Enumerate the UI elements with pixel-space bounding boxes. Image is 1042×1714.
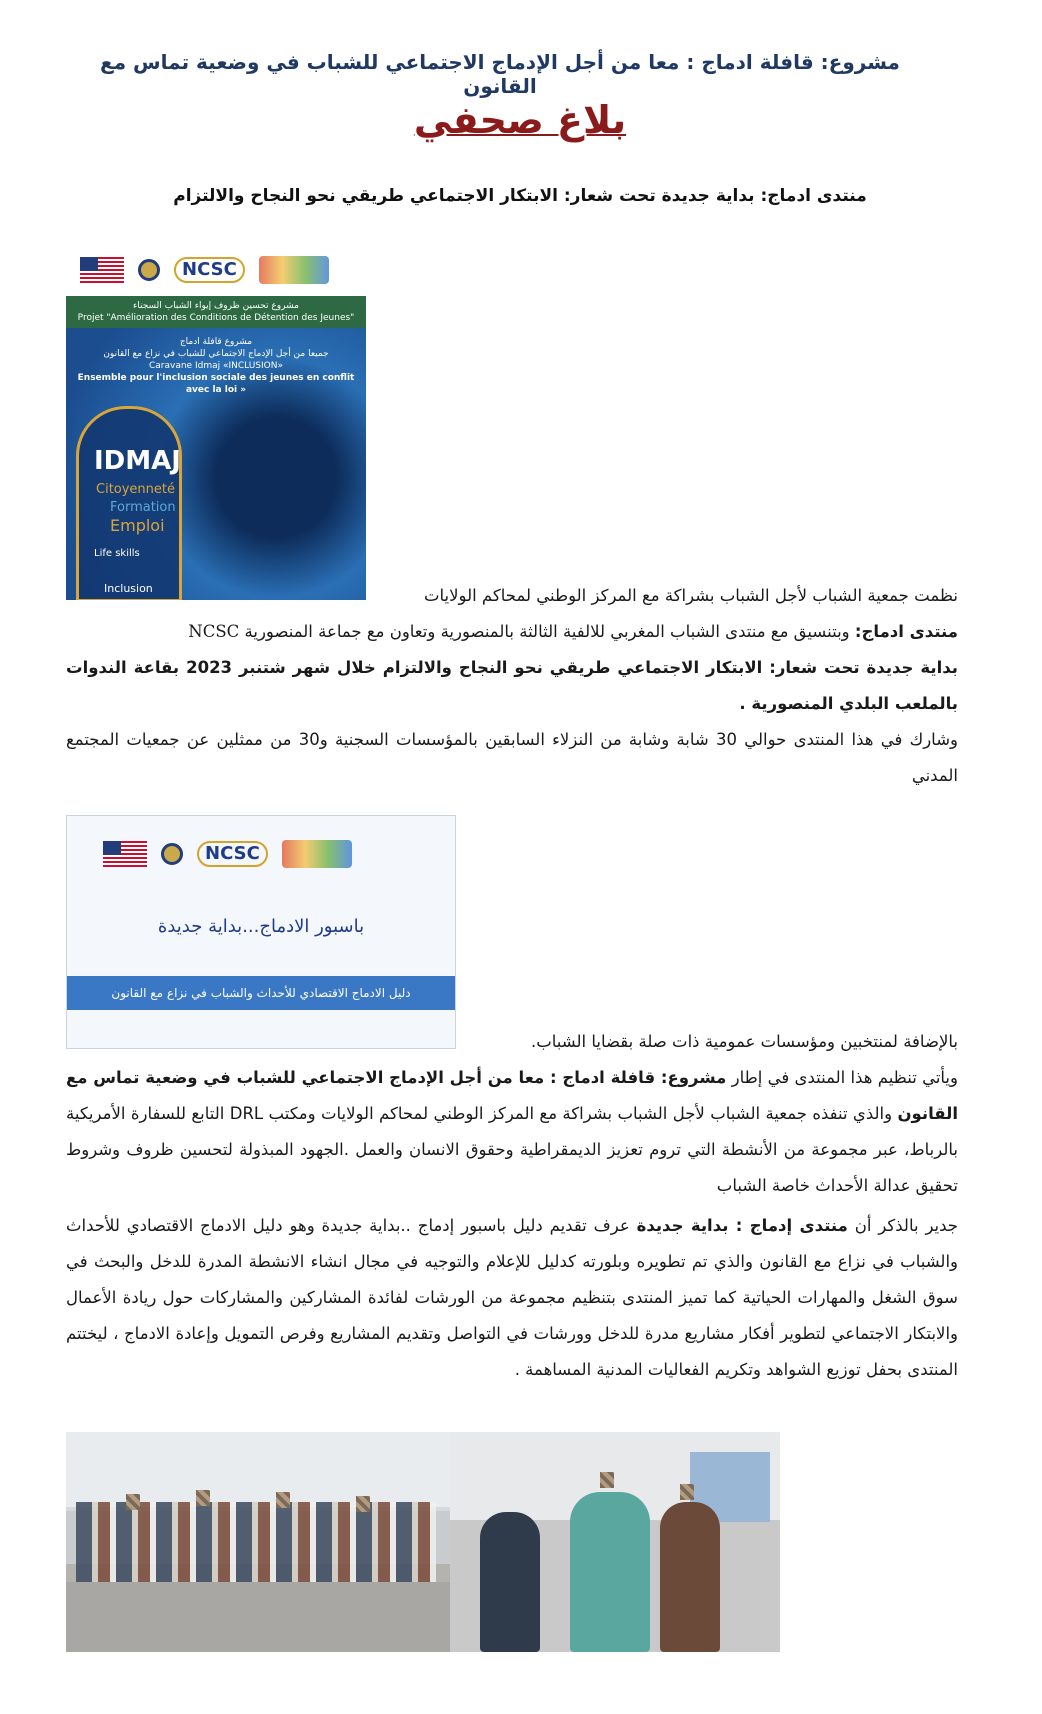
poster-word-2: Formation: [110, 500, 176, 515]
guide-certificate-image: [66, 815, 456, 1049]
certificate-partner-logo: [282, 840, 352, 868]
ncsc-abbreviation: NCSC: [188, 622, 240, 641]
paragraph-4-body: عرف تقديم دليل باسبور إدماج ..بداية جديدة وهو دليل الادماج الاقتصادي للأحداث والشباب في نزاع مع القانون والذي تم تطويره وبلورته كدليل للإعلام والتوجيه في مجال انشاء الانشطة المدرة للدخل والبحث في سوق الشغل والمهارات الحياتية كما تميز المنتدى بتنظيم مجموعة من الورشات لفائدة المشاركين والمشاركات حول ريادة الأعمال والابتكار الاجتماعي لتطوير أفكار مشاريع مدرة للدخل وورشات في التواصل وتقديم المشاريع وفرص التمويل وإعادة الادماج ، ليختتم المنتدى بحفل توزيع الشواهد وتكريم الفعاليات المدنية المساهمة .: [66, 1216, 958, 1379]
poster-word-4: Life skills: [94, 548, 140, 559]
poster-line-2: Projet "Amélioration des Conditions de Détention des Jeunes": [77, 313, 355, 323]
poster-line-6: Ensemble pour l'inclusion sociale des jeunes en conflit avec la loi »: [77, 373, 355, 395]
project-poster-image: [66, 296, 366, 600]
workshop-photo: [450, 1432, 780, 1652]
poster-line-5: Caravane Idmaj «INCLUSION»: [149, 361, 283, 371]
poster-line-3: مشروع قافلة ادماج: [179, 337, 253, 347]
poster-brand: IDMAJ: [94, 446, 181, 476]
paragraph-4-forum-name: منتدى إدماج : بداية جديدة: [636, 1216, 848, 1235]
paragraph-2-continue: بالإضافة لمنتخبين ومؤسسات عمومية ذات صلة بقضايا الشباب.: [530, 1032, 958, 1051]
paragraph-3-project-name: مشروع: قافلة ادماج : معا من أجل الإدماج الاجتماعي للشباب في وضعية تماس مع القانون: [66, 1068, 958, 1123]
speaker-figure: [570, 1492, 650, 1652]
group-photo: [66, 1432, 450, 1652]
participant-figure: [480, 1512, 540, 1652]
poster-word-1: Citoyenneté: [96, 482, 176, 497]
paragraph-1-bold: بداية جديدة تحت شعار: الابتكار الاجتماعي طريقي نحو النجاح والالتزام خلال شهر شتنبر 2023 بقاعة الندوات بالملعب البلدي المنصورية .: [66, 658, 959, 713]
paragraph-4-intro: جدير بالذكر أن: [854, 1216, 959, 1235]
paragraph-1-partners: وبتنسيق مع منتدى الشباب المغربي للالفية الثالثة بالمنصورية وتعاون مع جماعة المنصورية: [244, 622, 850, 641]
partner-association-logo: [259, 256, 329, 284]
partner-logo-row: [80, 256, 329, 284]
paragraph-3: [66, 1060, 958, 1204]
us-flag-icon: [80, 257, 124, 283]
paragraph-2: وشارك في هذا المنتدى حوالي 30 شابة وشابة من النزلاء السابقين بالمؤسسات السجنية و30 من ممثلين عن جمعيات المجتمع المدني: [66, 730, 958, 785]
participants-group: [76, 1502, 436, 1582]
paragraph-1-start: نظمت جمعية الشباب لأجل الشباب بشراكة مع المركز الوطني لمحاكم الولايات: [423, 586, 958, 605]
certificate-blue-bar: [67, 976, 455, 1010]
paragraph-4: [66, 1208, 958, 1388]
project-title: مشروع: قافلة ادماج : معا من أجل الإدماج الاجتماعي للشباب في وضعية تماس مع القانون: [100, 50, 900, 98]
certificate-logo-row: [103, 840, 352, 868]
press-release-title: بلاغ صحفي: [413, 98, 627, 142]
poster-word-5: Inclusion: [104, 582, 153, 595]
poster-word-3: Emploi: [110, 516, 165, 535]
certificate-us-flag-icon: [103, 841, 147, 867]
certificate-bar-text: دليل الادماج الاقتصادي للأحداث والشباب في نزاع مع القانون: [111, 986, 411, 1000]
certificate-ncsc-logo: NCSC: [197, 841, 268, 867]
poster-line-4: جميعا من أجل الإدماج الاجتماعي للشباب في نزاع مع القانون: [103, 349, 329, 359]
state-department-seal-icon: [138, 259, 160, 281]
forum-subtitle: منتدى ادماج: بداية جديدة تحت شعار: الابتكار الاجتماعي طريقي نحو النجاح والالتزام: [173, 186, 867, 206]
participant-figure: [660, 1502, 720, 1652]
certificate-seal-icon: [161, 843, 183, 865]
paragraph-3-body: والذي تنفذه جمعية الشباب لأجل الشباب بشراكة مع المركز الوطني لمحاكم الولايات ومكتب DRL التابع للسفارة الأمريكية بالرباط، عبر مجموعة من الأنشطة التي تروم تعزيز الديمقراطية وحقوق الانسان والعمل .الجهود المبذولة لتحسين ظروف وشروط تحقيق عدالة الأحداث خاصة الشباب: [66, 1104, 958, 1195]
forum-label: منتدى ادماج:: [854, 622, 958, 641]
paragraph-3-intro: ويأتي تنظيم هذا المنتدى في إطار: [731, 1068, 958, 1087]
certificate-script-title: باسبور الادماج...بداية جديدة: [157, 916, 365, 937]
ncsc-logo: NCSC: [174, 257, 245, 283]
poster-line-1: مشروع تحسين ظروف إيواء الشباب السجناء: [133, 301, 299, 311]
paragraph-1-line-2: [66, 614, 958, 650]
